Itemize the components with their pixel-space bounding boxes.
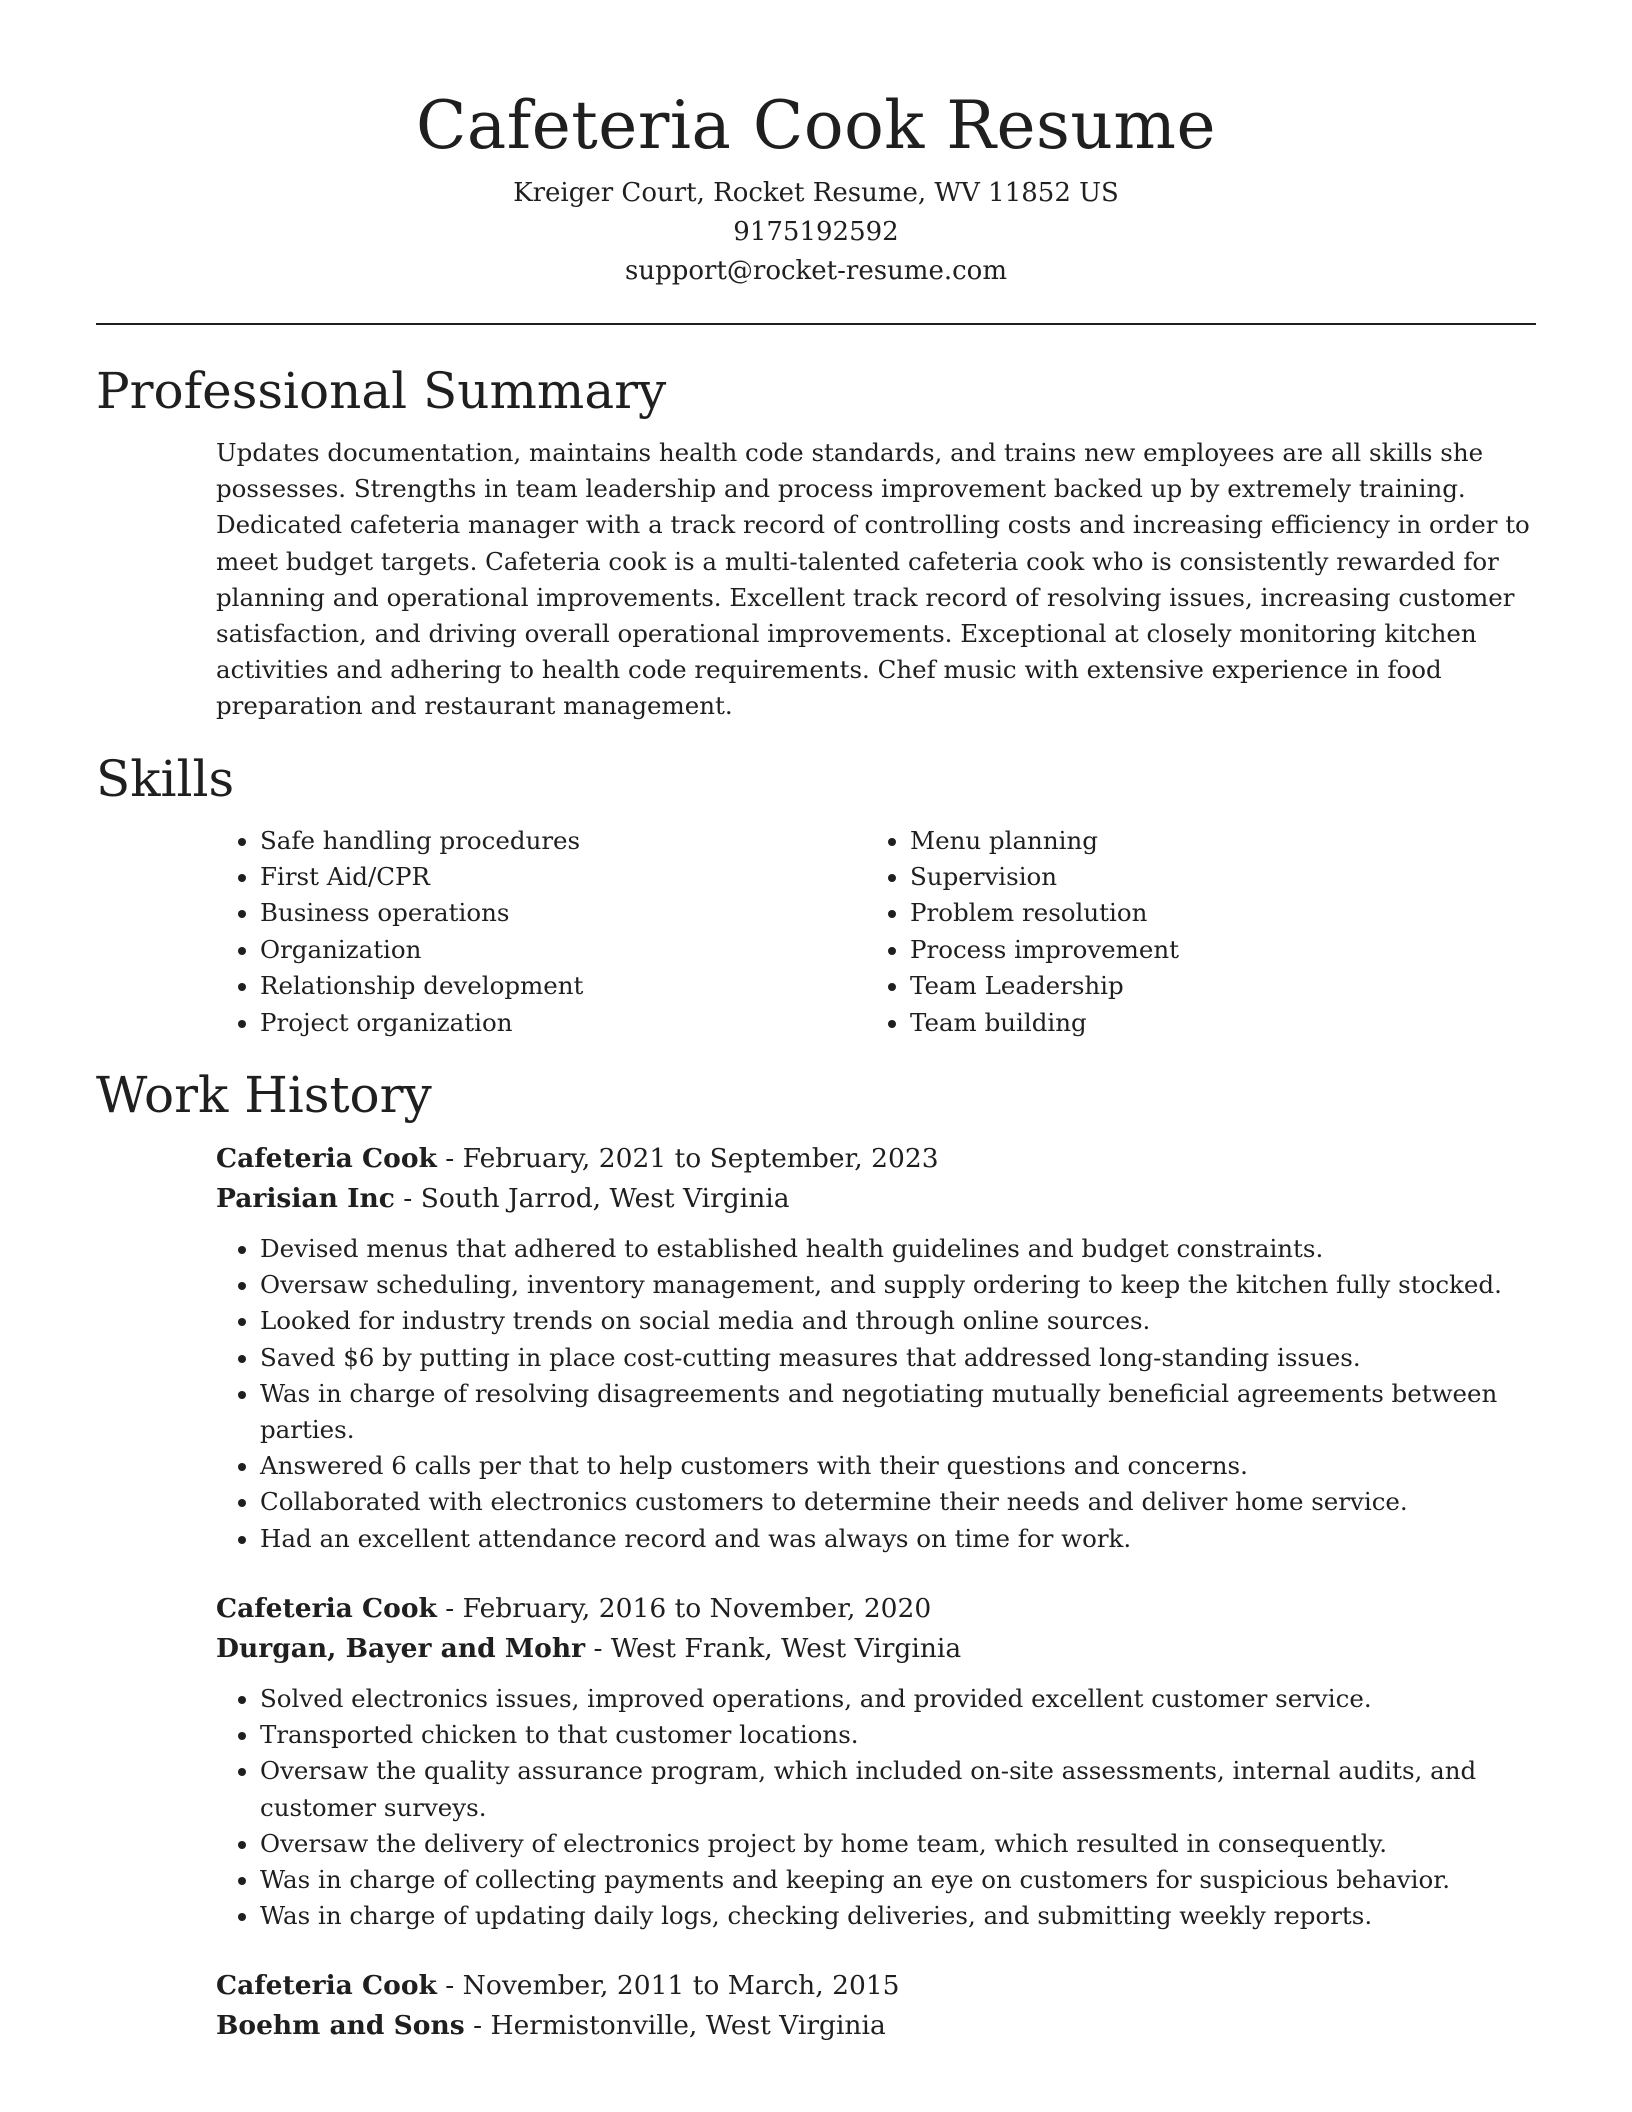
job-title: Cafeteria Cook — [216, 1592, 437, 1624]
resume-page — [96, 0, 1536, 2046]
job-bullet: • Had an excellent attendance record and was always on time for work. — [260, 1521, 1536, 1557]
contact-email: support@rocket-resume.com — [624, 256, 1007, 286]
job-dates: November, 2011 to March, 2015 — [462, 1970, 900, 2002]
job-bullet: • Was in charge of resolving disagreements and negotiating mutually beneficial agreements between parties. — [260, 1376, 1536, 1448]
skill-item: • Relationship development — [260, 968, 866, 1004]
job-bullet: • Oversaw the quality assurance program, which included on-site assessments, internal audits, and customer surveys. — [260, 1753, 1536, 1825]
job-company-line: Durgan, Bayer and Mohr - West Frank, West Virginia — [216, 1632, 962, 1664]
job-company: Durgan, Bayer and Mohr — [216, 1632, 586, 1664]
job-bullet: • Oversaw scheduling, inventory management, and supply ordering to keep the kitchen fully stocked. — [260, 1267, 1536, 1303]
skills-heading: Skills — [96, 749, 235, 808]
contact-address: Kreiger Court, Rocket Resume, WV 11852 US — [513, 178, 1119, 208]
work-history-heading: Work History — [96, 1066, 432, 1125]
job-location: South Jarrod, West Virginia — [420, 1183, 790, 1215]
job-company-line: Boehm and Sons - Hermistonville, West Virginia — [216, 2010, 886, 2042]
job-title-line: Cafeteria Cook - November, 2011 to March, 2015 — [216, 1970, 900, 2002]
job-bullet: • Collaborated with electronics customers to determine their needs and deliver home service. — [260, 1484, 1536, 1520]
job-location: Hermistonville, West Virginia — [490, 2010, 886, 2042]
skill-item: • Supervision — [910, 859, 1179, 895]
job-bullet: • Answered 6 calls per that to help customers with their questions and concerns. — [260, 1448, 1536, 1484]
job-bullet: • Was in charge of updating daily logs, checking deliveries, and submitting weekly reports. — [260, 1898, 1536, 1934]
job-company: Parisian Inc — [216, 1183, 395, 1215]
job-bullet: • Oversaw the delivery of electronics project by home team, which resulted in consequently. — [260, 1826, 1536, 1862]
resume-title: Cafeteria Cook Resume — [415, 87, 1217, 164]
skill-item: • Problem resolution — [910, 895, 1179, 931]
skills-columns — [216, 823, 1536, 1041]
job-title: Cafeteria Cook — [216, 1143, 437, 1175]
skill-item: • Team Leadership — [910, 968, 1179, 1004]
skill-item: • Team building — [910, 1005, 1179, 1041]
job-title: Cafeteria Cook — [216, 1970, 437, 2002]
job-bullet: • Saved $6 by putting in place cost-cutting measures that addressed long-standing issues. — [260, 1340, 1536, 1376]
job-entry — [216, 1966, 1536, 2046]
job-entry — [216, 1139, 1536, 1557]
job-bullet: • Devised menus that adhered to established health guidelines and budget constraints. — [260, 1231, 1536, 1267]
job-bullets — [216, 1681, 1536, 1934]
summary-text: Updates documentation, maintains health code standards, and trains new employees are all skills she possesses. Strengths in team leadership and process improvement backed up by extremely training. Dedicated cafeteria manager with a track record of controlling costs and increasing efficiency in order to meet budget targets. Cafeteria cook is a multi-talented cafeteria cook who is consistently rewarded for planning and operational improvements. Excellent track record of resolving issues, increasing customer satisfaction, and driving overall operational improvements. Exceptional at closely monitoring kitchen activities and adhering to health code requirements. Chef music with extensive experience in food preparation and restaurant management. — [216, 438, 1530, 721]
job-dates: February, 2021 to September, 2023 — [462, 1143, 939, 1175]
skill-item: • Project organization — [260, 1005, 866, 1041]
contact-block — [96, 174, 1536, 291]
job-dates: February, 2016 to November, 2020 — [462, 1592, 932, 1624]
job-company-line: Parisian Inc - South Jarrod, West Virginia — [216, 1183, 790, 1215]
job-bullet: • Looked for industry trends on social media and through online sources. — [260, 1303, 1536, 1339]
skill-item: • Business operations — [260, 895, 866, 931]
skill-item: • First Aid/CPR — [260, 859, 866, 895]
skills-right-list — [866, 823, 1179, 1041]
skill-item: • Menu planning — [910, 823, 1179, 859]
job-entry — [216, 1589, 1536, 1934]
job-company: Boehm and Sons — [216, 2010, 465, 2042]
summary-heading: Professional Summary — [96, 362, 667, 420]
job-title-line: Cafeteria Cook - February, 2016 to November, 2020 — [216, 1592, 932, 1624]
skills-left-list — [216, 823, 866, 1041]
job-location: West Frank, West Virginia — [610, 1632, 962, 1664]
skill-item: • Process improvement — [910, 932, 1179, 968]
skill-item: • Safe handling procedures — [260, 823, 866, 859]
header-divider — [96, 323, 1536, 325]
job-title-line: Cafeteria Cook - February, 2021 to September, 2023 — [216, 1143, 939, 1175]
job-bullet: • Transported chicken to that customer locations. — [260, 1717, 1536, 1753]
job-bullet: • Solved electronics issues, improved operations, and provided excellent customer service. — [260, 1681, 1536, 1717]
job-bullets — [216, 1231, 1536, 1557]
job-bullet: • Was in charge of collecting payments and keeping an eye on customers for suspicious behavior. — [260, 1862, 1536, 1898]
contact-phone: 9175192592 — [733, 217, 899, 247]
skill-item: • Organization — [260, 932, 866, 968]
